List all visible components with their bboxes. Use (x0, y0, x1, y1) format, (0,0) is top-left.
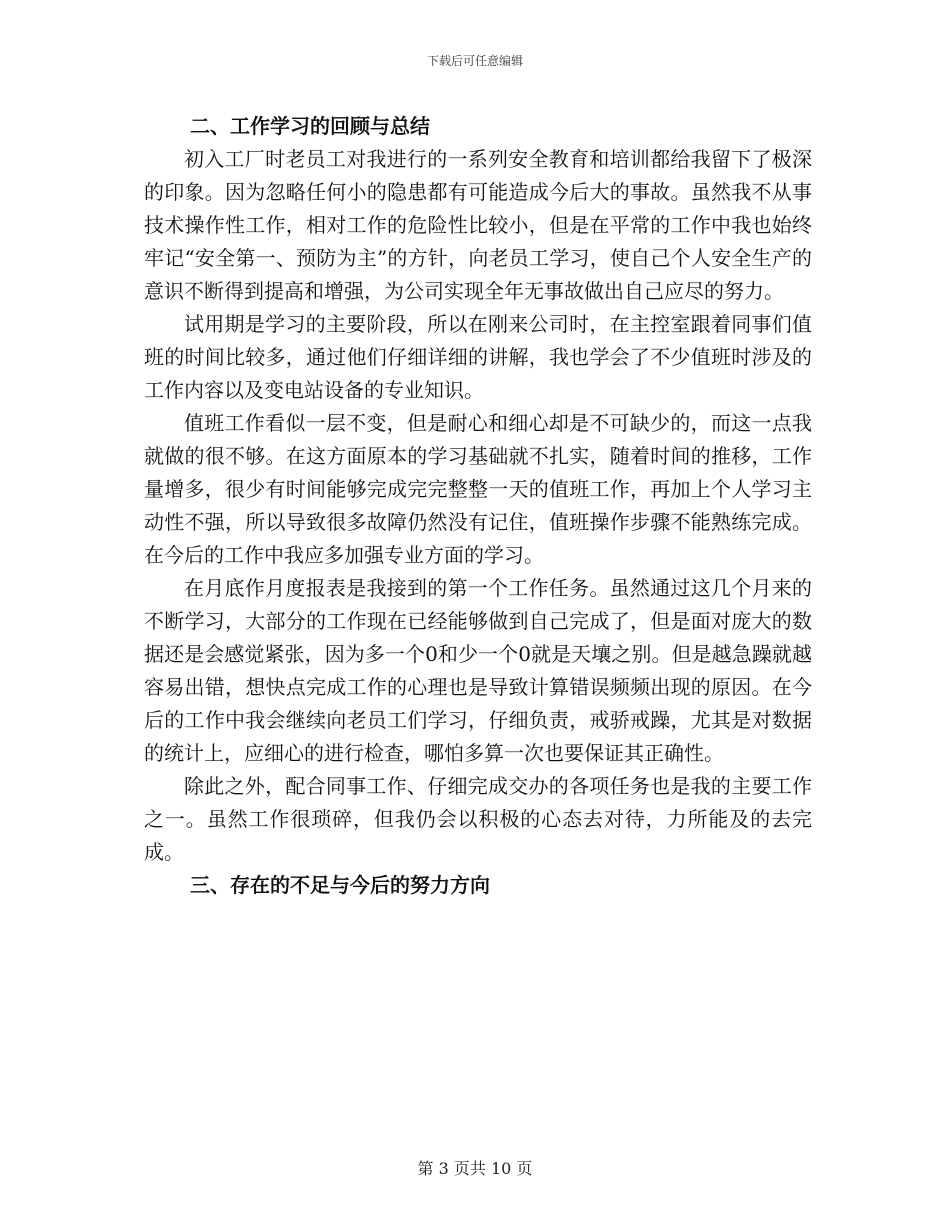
page-header-note: 下载后可任意编辑 (426, 54, 523, 68)
page-number: 第 3 页共 10 页 (417, 1159, 533, 1178)
section-heading-shortcomings: 三、存在的不足与今后的努力方向 (190, 873, 490, 897)
paragraph-probation-study: 试用期是学习的主要阶段，所以在刚来公司时，在主控室跟着同事们值班的时间比较多，通过他们仔细详细的讲解，我也学会了不少值班时涉及的工作内容以及变电站设备的专业知识。 (144, 312, 812, 402)
section-heading-review: 二、工作学习的回顾与总结 (190, 114, 430, 138)
paragraph-duty-work: 值班工作看似一层不变，但是耐心和细心却是不可缺少的，而这一点我就做的很不够。在这方面原本的学习基础就不扎实，随着时间的推移，工作量增多，很少有时间能够完成完完整整一天的值班工作，再加上个人学习主动性不强，所以导致很多故障仍然没有记住，值班操作步骤不能熟练完成。在今后的工作中我应多加强专业方面的学习。 (144, 411, 812, 567)
paragraph-other-tasks: 除此之外，配合同事工作、仔细完成交办的各项任务也是我的主要工作之一。虽然工作很琐碎，但我仍会以积极的心态去对待，力所能及的去完成。 (144, 774, 812, 864)
document-body (144, 110, 812, 902)
paragraph-monthly-report: 在月底作月度报表是我接到的第一个工作任务。虽然通过这几个月来的不断学习，大部分的工作现在已经能够做到自己完成了，但是面对庞大的数据还是会感觉紧张，因为多一个0和少一个0就是天壤之别。但是越急躁就越容易出错，想快点完成工作的心理也是导致计算错误频频出现的原因。在今后的工作中我会继续向老员工们学习，仔细负责，戒骄戒躁，尤其是对数据的统计上，应细心的进行检查，哪怕多算一次也要保证其正确性。 (144, 576, 812, 765)
paragraph-safety-training: 初入工厂时老员工对我进行的一系列安全教育和培训都给我留下了极深的印象。因为忽略任何小的隐患都有可能造成今后大的事故。虽然我不从事技术操作性工作，相对工作的危险性比较小，但是在平常的工作中我也始终牢记“安全第一、预防为主”的方针，向老员工学习，使自己个人安全生产的意识不断得到提高和增强，为公司实现全年无事故做出自己应尽的努力。 (144, 147, 812, 303)
